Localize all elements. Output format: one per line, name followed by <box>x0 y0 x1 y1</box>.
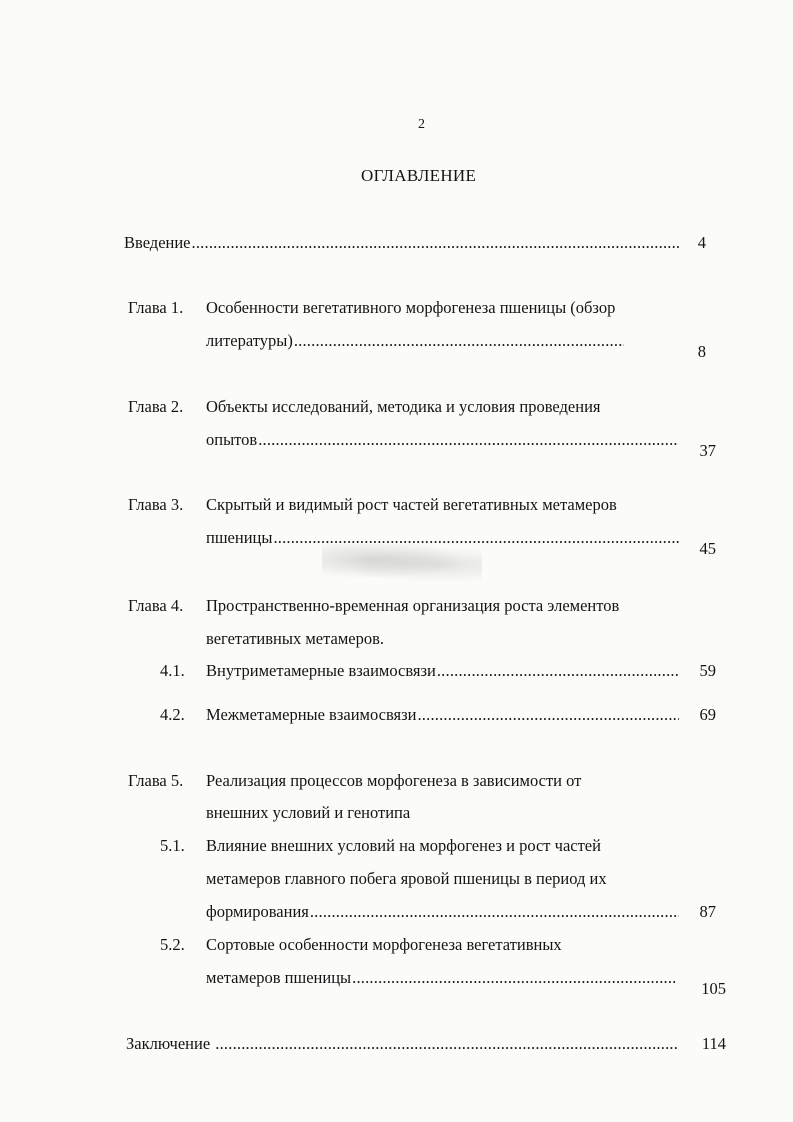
ch5-s1-line3 <box>206 902 679 922</box>
ch2-title-line1: Объекты исследований, методика и условия проведения <box>206 397 601 416</box>
ch4-s2-num: 4.2. <box>160 705 185 724</box>
ch1-label: Глава 1. <box>128 298 184 317</box>
toc-intro-label: Введение <box>124 233 191 252</box>
toc-conclusion <box>126 1034 679 1054</box>
page-number: 2 <box>418 117 425 132</box>
ch4-s1-page: 59 <box>699 661 716 680</box>
ch4-s1-label-text: Внутриметамерные взаимосвязи <box>206 661 436 680</box>
ch4-title-line2: вегетативных метамеров. <box>206 629 385 648</box>
ch3-label: Глава 3. <box>128 495 184 514</box>
ch4-s2-page: 69 <box>699 705 716 724</box>
ch4-s1-label <box>206 661 679 681</box>
ch1-title-line1: Особенности вегетативного морфогенеза пшеницы (обзор <box>206 298 616 317</box>
ch2-page: 37 <box>699 441 716 460</box>
ch3-page: 45 <box>699 539 716 558</box>
ch5-s1-line3-text: формирования <box>206 902 309 921</box>
toc-intro-page: 4 <box>697 233 706 252</box>
toc-intro <box>124 233 679 253</box>
ch2-title-line2-text: опытов <box>206 430 258 449</box>
ch5-title-line1: Реализация процессов морфогенеза в зависимости от <box>206 771 582 790</box>
scan-smudge <box>322 544 482 582</box>
ch5-s1-num: 5.1. <box>160 836 185 855</box>
toc-conclusion-label: Заключение <box>126 1034 215 1053</box>
ch5-s2-line2-text: метамеров пшеницы <box>206 968 352 987</box>
ch1-page: 8 <box>697 342 706 361</box>
ch5-s2-page: 105 <box>701 979 726 998</box>
ch4-s1-num: 4.1. <box>160 661 185 680</box>
ch5-label: Глава 5. <box>128 771 184 790</box>
ch3-title-line2-text: пшеницы <box>206 528 273 547</box>
ch4-title-line1: Пространственно-временная организация роста элементов <box>206 596 620 615</box>
ch1-title-line2-text: литературы) <box>206 331 293 350</box>
ch5-title-line2: внешних условий и генотипа <box>206 803 411 822</box>
ch4-label: Глава 4. <box>128 596 184 615</box>
ch5-s1-line2: метамеров главного побега яровой пшеницы в период их <box>206 869 607 888</box>
ch2-title-line2 <box>206 430 679 450</box>
ch5-s1-line1: Влияние внешних условий на морфогенез и рост частей <box>206 836 601 855</box>
toc-conclusion-page: 114 <box>701 1034 726 1053</box>
ch5-s2-line1: Сортовые особенности морфогенеза вегетативных <box>206 935 562 954</box>
ch5-s1-page: 87 <box>699 902 716 921</box>
ch2-label: Глава 2. <box>128 397 184 416</box>
ch1-title-line2 <box>206 331 624 351</box>
ch4-s2-label <box>206 705 679 725</box>
ch3-title-line1: Скрытый и видимый рост частей вегетативных метамеров <box>206 495 617 514</box>
ch5-s2-num: 5.2. <box>160 935 185 954</box>
toc-title: ОГЛАВЛЕНИЕ <box>361 166 477 185</box>
ch4-s2-label-text: Межметамерные взаимосвязи <box>206 705 417 724</box>
ch5-s2-line2 <box>206 968 676 988</box>
